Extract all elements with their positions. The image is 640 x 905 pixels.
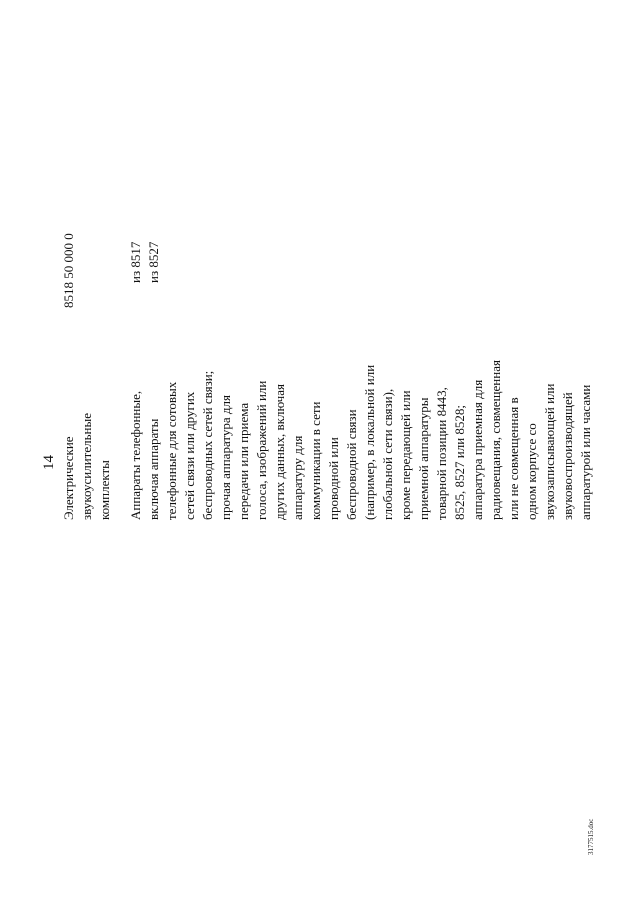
- description-line: одном корпусе со: [524, 423, 539, 520]
- description-line: беспроводных сетей связи;: [200, 370, 215, 520]
- description-line: (например, в локальной или: [362, 364, 377, 520]
- page-number: 14: [41, 455, 57, 470]
- description-line: 8525, 8527 или 8528;: [452, 404, 467, 520]
- description-line: глобальной сети связи),: [380, 388, 395, 520]
- description-line: Электрические: [61, 436, 76, 520]
- item-description-audio-amplifier-sets: [60, 413, 114, 520]
- description-line: прочая аппаратура для: [218, 395, 233, 520]
- description-line: аппаратура приемная для: [470, 379, 485, 520]
- description-line: звукоусилительные: [79, 413, 94, 520]
- description-line: беспроводной связи: [344, 409, 359, 520]
- description-line: Аппараты телефонные,: [128, 390, 143, 520]
- description-line: проводной или: [326, 437, 341, 520]
- description-line: голоса, изображений или: [254, 380, 269, 520]
- description-line: включая аппараты: [146, 418, 161, 520]
- description-line: коммуникации в сети: [308, 401, 323, 520]
- description-line: аппаратуру для: [290, 435, 305, 520]
- description-line: других данных, включая: [272, 384, 287, 520]
- description-line: аппаратурой или часами: [578, 384, 593, 520]
- description-line: звуковоспроизводящей: [560, 392, 575, 520]
- description-line: или не совмещенная в: [506, 397, 521, 520]
- document-file-reference: 3177515.doc: [587, 818, 595, 855]
- description-line: товарной позиции 8443,: [434, 387, 449, 520]
- description-line: звукозаписывающей или: [542, 383, 557, 520]
- description-line: приемной аппаратуры: [416, 397, 431, 520]
- description-line: телефонные для сотовых: [164, 381, 179, 520]
- description-line: сетей связи или других: [182, 391, 197, 520]
- description-line: радиовещания, совмещенная: [488, 360, 503, 520]
- code-line: 8518 50 000 0: [61, 233, 76, 308]
- item-codes-8517-8527: [127, 242, 163, 283]
- code-line: из 8527: [146, 241, 161, 283]
- item-code-8518: [60, 233, 78, 308]
- code-line: из 8517: [128, 241, 143, 283]
- description-line: кроме передающей или: [398, 390, 413, 520]
- item-description-telephone-sets: [127, 360, 595, 520]
- description-line: передачи или приема: [236, 402, 251, 520]
- description-line: комплекты: [97, 460, 112, 520]
